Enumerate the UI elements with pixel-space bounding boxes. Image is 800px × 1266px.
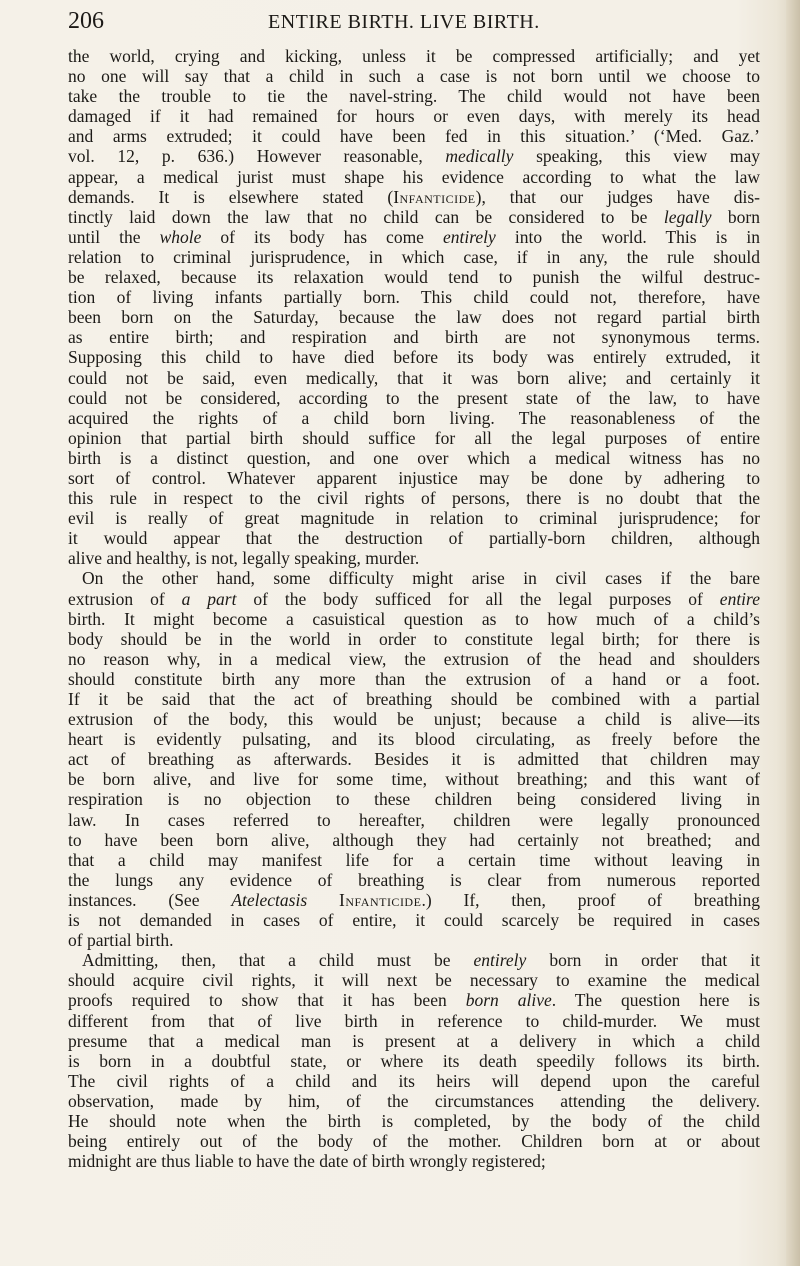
text-run: to have been born alive, although they had certainly not breathed; and [68, 829, 760, 850]
italic-run: a part [181, 588, 237, 609]
text-line [68, 1011, 760, 1031]
italic-run: entirely [443, 226, 496, 247]
text-line [68, 468, 760, 488]
text-line [68, 709, 760, 729]
text-run: until the [68, 226, 160, 247]
text-line [68, 1131, 760, 1151]
text-run: be born alive, and live for some time, without breathing; and this want of [68, 769, 760, 790]
body-text [68, 46, 760, 1171]
text-run: heart is evidently pulsating, and its blood circulating, as freely before the [68, 729, 760, 750]
text-run: no reason why, in a medical view, the extrusion of the head and shoulders [68, 648, 760, 669]
text-line [68, 126, 760, 146]
page-number: 206 [68, 8, 104, 34]
text-run: damaged if it had remained for hours or even days, with merely its head [68, 106, 760, 127]
text-run: If it be said that the act of breathing should be combined with a partial [68, 689, 760, 709]
text-line [68, 910, 760, 930]
text-run: alive and healthy, is not, legally speaking, murder. [68, 548, 420, 569]
text-run: appear, a medical jurist must shape his evidence according to what the law [68, 166, 760, 187]
text-run: birth is a distinct question, and one over which a medical witness has no [68, 447, 760, 468]
text-line [68, 789, 760, 809]
text-run: presume that a medical man is present at a delivery in which a child [68, 1030, 760, 1051]
italic-run: whole [159, 226, 202, 247]
text-line [68, 488, 760, 508]
text-line [68, 1031, 760, 1051]
text-run: into the world. This is in [495, 226, 760, 247]
text-run: . The question here is [551, 990, 760, 1011]
text-run: midnight are thus liable to have the date of birth wrongly registered; [68, 1151, 546, 1172]
text-run: vol. 12, p. 636.) However reasonable, [68, 146, 446, 167]
text-run: born in order that it [526, 950, 760, 971]
text-line [68, 1071, 760, 1091]
text-line [68, 388, 760, 408]
text-line [68, 990, 760, 1010]
text-run: born [711, 206, 760, 227]
text-run: is born in a doubtful state, or where its death speedily follows its birth. [68, 1050, 760, 1071]
running-head: ENTIRE BIRTH. LIVE BIRTH. [268, 11, 540, 33]
text-run: that a child may manifest life for a certain time without leaving in [68, 849, 760, 870]
text-line [68, 247, 760, 267]
text-line [68, 146, 760, 166]
text-line [68, 46, 760, 66]
page-header [68, 6, 758, 36]
text-line [68, 327, 760, 347]
text-line [68, 287, 760, 307]
text-line [68, 870, 760, 890]
text-line [68, 187, 760, 207]
text-run: law. In cases referred to hereafter, children were legally pronounced [68, 809, 760, 830]
small-caps-run: Infanticide [339, 889, 422, 910]
text-run: this rule in respect to the civil rights of persons, there is no doubt that the [68, 488, 760, 509]
text-line [68, 769, 760, 789]
text-line [68, 1091, 760, 1111]
text-line [68, 950, 760, 970]
text-line [68, 66, 760, 86]
page-edge [786, 0, 800, 1266]
text-run: ), that our judges have dis- [475, 186, 760, 207]
text-run: acquired the rights of a child born living. The reasonableness of the [68, 407, 760, 428]
text-run [307, 890, 339, 910]
text-line [68, 347, 760, 367]
text-run: tion of living infants partially born. This child could not, therefore, have [68, 287, 760, 308]
text-line [68, 830, 760, 850]
text-run: proofs required to show that it has been [68, 990, 466, 1011]
text-run: be relaxed, because its relaxation would tend to punish the wilful destruc- [68, 267, 760, 288]
text-line [68, 408, 760, 428]
text-run: the world, crying and kicking, unless it be compressed artificially; and yet [68, 46, 760, 66]
text-run: Supposing this child to have died before its body was entirely extruded, it [68, 347, 760, 368]
text-run: act of breathing as afterwards. Besides it is admitted that children may [68, 749, 760, 770]
text-line [68, 689, 760, 709]
small-caps-run: Infanticide [393, 186, 476, 207]
text-run: of its body has come [201, 226, 443, 247]
text-run: different from that of live birth in reference to child-murder. We must [68, 1010, 760, 1031]
text-run: of the body sufficed for all the legal purposes of [236, 588, 720, 609]
text-run: On the other hand, some difficulty might arise in civil cases if the bare [82, 568, 760, 589]
text-line [68, 1051, 760, 1071]
text-run: take the trouble to tie the navel-string. The child would not have been [68, 86, 760, 107]
text-line [68, 810, 760, 830]
text-run: relation to criminal jurisprudence, in which case, if in any, the rule should [68, 246, 760, 267]
italic-run: born alive [465, 990, 552, 1011]
text-run: extrusion of [68, 588, 182, 609]
italic-run: medically [445, 146, 514, 167]
text-run: evil is really of great magnitude in relation to criminal jurisprudence; for [68, 508, 760, 529]
text-run: as entire birth; and respiration and birth are not synonymous terms. [68, 327, 760, 348]
text-run: should constitute birth any more than the extrusion of a hand or a foot. [68, 668, 760, 689]
text-run: body should be in the world in order to constitute legal birth; for there is [68, 628, 760, 649]
text-line [68, 609, 760, 629]
italic-run: entire [719, 588, 760, 609]
text-line [68, 428, 760, 448]
text-run: been born on the Saturday, because the law does not regard partial birth [68, 307, 760, 328]
text-line [68, 970, 760, 990]
text-line [68, 749, 760, 769]
text-line [68, 267, 760, 287]
text-line [68, 307, 760, 327]
text-line [68, 589, 760, 609]
text-run: observation, made by him, of the circumstances attending the delivery. [68, 1090, 760, 1111]
text-run: The civil rights of a child and its heirs will depend upon the careful [68, 1070, 760, 1091]
text-line [68, 167, 760, 187]
text-run: extrusion of the body, this would be unjust; because a child is alive—its [68, 709, 760, 730]
text-line [68, 368, 760, 388]
text-line [68, 850, 760, 870]
text-line [68, 1111, 760, 1131]
text-run: should acquire civil rights, it will next be necessary to examine the medical [68, 970, 760, 991]
text-run: and arms extruded; it could have been fed in this situation.’ (‘Med. Gaz.’ [68, 126, 760, 147]
italic-run: Atelectasis [231, 889, 308, 910]
text-line [68, 207, 760, 227]
text-line [68, 508, 760, 528]
italic-run: entirely [473, 950, 527, 971]
text-run: the lungs any evidence of breathing is clear from numerous reported [68, 869, 760, 890]
text-run: no one will say that a child in such a case is not born until we choose to [68, 66, 760, 87]
text-run: He should note when the birth is completed, by the body of the child [68, 1110, 760, 1131]
text-line [68, 106, 760, 126]
text-line [68, 930, 760, 950]
text-run: tinctly laid down the law that no child can be considered to be [68, 206, 664, 227]
text-run: is not demanded in cases of entire, it could scarcely be required in cases [68, 910, 760, 931]
text-run: Admitting, then, that a child must be [82, 950, 474, 971]
text-line [68, 568, 760, 588]
text-line [68, 86, 760, 106]
text-run: of partial birth. [68, 930, 174, 951]
text-run: opinion that partial birth should suffice for all the legal purposes of entire [68, 427, 760, 448]
text-line [68, 669, 760, 689]
text-run: it would appear that the destruction of partially-born children, although [68, 528, 760, 549]
text-run: could not be said, even medically, that it was born alive; and certainly it [68, 367, 760, 388]
text-line [68, 649, 760, 669]
text-line [68, 448, 760, 468]
text-run: respiration is no objection to these children being considered living in [68, 789, 760, 810]
text-run: sort of control. Whatever apparent injustice may be done by adhering to [68, 467, 760, 488]
text-run: birth. It might become a casuistical question as to how much of a child’s [68, 608, 760, 629]
text-line [68, 548, 760, 568]
text-line [68, 528, 760, 548]
text-run: speaking, this view may [513, 146, 761, 167]
text-line [68, 729, 760, 749]
text-run: being entirely out of the body of the mother. Children born at or about [68, 1131, 760, 1152]
text-run: could not be considered, according to the present state of the law, to have [68, 387, 760, 408]
text-run: .) If, then, proof of breathing [421, 889, 761, 910]
text-run: demands. It is elsewhere stated ( [68, 186, 394, 207]
text-run: instances. (See [68, 889, 232, 910]
text-line [68, 227, 760, 247]
text-line [68, 1151, 760, 1171]
italic-run: legally [663, 206, 712, 227]
text-line [68, 629, 760, 649]
text-line [68, 890, 760, 910]
